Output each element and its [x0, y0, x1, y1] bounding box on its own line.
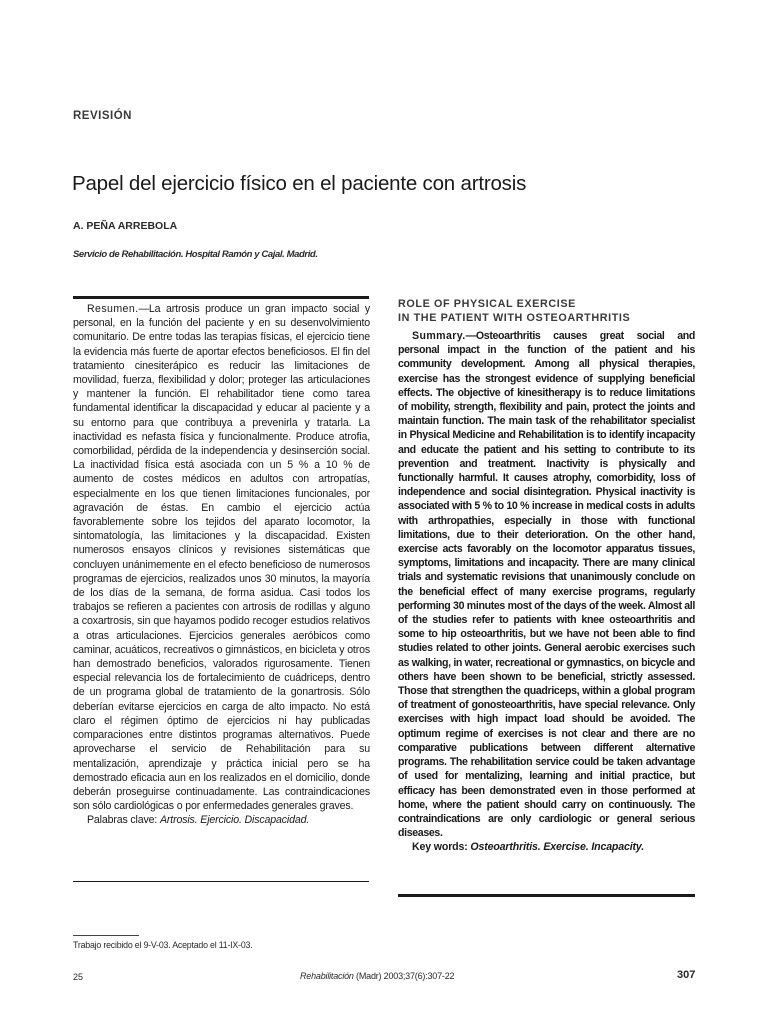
author: A. PEÑA ARREBOLA: [73, 220, 178, 232]
keywords-en-label: Key words:: [412, 841, 468, 854]
affiliation: Servicio de Rehabilitación. Hospital Ramón y Cajal. Madrid.: [73, 249, 318, 260]
abstract-bottom-rule-right: [398, 894, 695, 897]
keywords-es-label: Palabras clave:: [87, 814, 158, 827]
journal-name: Rehabilitación: [300, 971, 354, 981]
page-number-right: 307: [677, 969, 696, 981]
footnote: Trabajo recibido el 9-V-03. Aceptado el 11-IX-03.: [73, 940, 253, 950]
journal-citation: [300, 971, 454, 981]
english-title-line-2: IN THE PATIENT WITH OSTEOARTHRITIS: [398, 312, 631, 324]
journal-details: (Madr) 2003;37(6):307-22: [353, 971, 455, 981]
abstract-en-body: —Osteoarthritis causes great social and personal impact in the function of the patient and his community development. Among all physical therapies, exercise has the strongest evidence of supplying beneficial effects. The objective of kinesitherapy is to reduce limitations of mobility, strength, flexibility and pain, protect the joints and maintain function. The main task of the rehabilitator specialist in Physical Medicine and Rehabilitation is to identify incapacity and educate the patient and his setting to contribute to its prevention and treatment. Inactivity is physically and functionally harmful. It causes atrophy, comorbidity, loss of independence and social disintegration. Physical inactivity is associated with 5 % to 10 % increase in medical costs in adults with arthropathies, especially in those with functional limitations, due to their deterioration. On the other hand, exercise acts favorably on the locomotor apparatus tissues, symptoms, limitations and incapacity. There are many clinical trials and systematic revisions that unanimously conclude on the beneficial effect of many exercise programs, regularly performing 30 minutes most of the days of the week. Almost all of the studies refer to patients with knee osteoarthritis and some to hip osteoarthritis, but we have not been able to find studies related to other joints. General aerobic exercises such as walking, in water, recreational or gymnastics, on bicycle and others have been shown to be beneficial, strictly assessed. Those that strengthen the quadriceps, within a global program of treatment of gonosteoarthritis, have special relevance. Only exercises with high impact load should be avoided. The optimum regime of exercises is not clear and there are no comparative publications between different alternative programs. The rehabilitation service could be taken advantage of used for mentalizing, learning and initial practice, but efficacy has been demonstrated even in those performed at home, where the patient should carry on continuously. The contraindications are only cardiologic or general serious diseases.: [398, 330, 695, 840]
abstract-bottom-rule-left: [73, 881, 369, 882]
english-title: [398, 297, 695, 325]
keywords-en-value: Osteoarthritis. Exercise. Incapacity.: [470, 841, 645, 854]
abstract-top-rule-left: [73, 296, 369, 299]
abstract-es-paragraph: [73, 302, 370, 813]
keywords-en: [398, 840, 695, 854]
footnote-rule: [73, 935, 139, 936]
abstract-en-lead: Summary.: [412, 330, 466, 342]
page-number-left: 25: [73, 972, 84, 982]
keywords-es: [73, 813, 370, 827]
abstract-es-body: —La artrosis produce un gran impacto social y personal, en la función del paciente y en su desenvolvimiento comunitario. De entre todas las terapias físicas, el ejercicio tiene la evidencia más fuerte de aportar efectos beneficiosos. El fin del tratamiento cinesiterápico es reducir las limitaciones de movilidad, fuerza, flexibilidad y dolor; proteger las articulaciones y mantener la función. El rehabilitador tiene como tarea fundamental identificar la discapacidad y educar al paciente y a su entorno para que contribuya a prevenirla y tratarla. La inactividad es nefasta física y funcionalmente. Produce atrofia, comorbilidad, pérdida de la independencia y desinserción social. La inactividad física está asociada con un 5 % a 10 % de aumento de costes médicos en adultos con artropatías, especialmente en los que tienen limitaciones funcionales, por agravación de éstas. En cambio el ejercicio actúa favorablemente sobre los tejidos del aparato locomotor, la sintomatología, las limitaciones y la discapacidad. Existen numerosos ensayos clínicos y revisiones sistemáticas que concluyen unánimemente en el efecto beneficioso de numerosos programas de ejercicios, realizados unos 30 minutos, la mayoría de los días de la semana, de forma asidua. Casi todos los trabajos se refieren a pacientes con artrosis de rodillas y alguno a coxartrosis, sin que hayamos podido recoger estudios relativos a otras articulaciones. Ejercicios generales aeróbicos como caminar, acuáticos, recreativos o gimnásticos, en bicicleta y otros han demostrado beneficios, valorados rigurosamente. Tienen especial relevancia los de fortalecimiento de cuádriceps, dentro de un programa global de tratamiento de la gonartrosis. Sólo deberían evitarse ejercicios en carga de alto impacto. No está claro el régimen óptimo de ejercicios ni hay publicadas comparaciones entre distintos programas alternativos. Puede aprovecharse el servicio de Rehabilitación para su mentalización, aprendizaje y práctica inicial pero se ha demostrado eficacia aun en los realizados en el domicilio, donde deberán proseguirse continuadamente. Las contraindicaciones son sólo cardiológicas o por enfermedades generales graves.: [73, 303, 370, 813]
english-title-line-1: ROLE OF PHYSICAL EXERCISE: [398, 298, 576, 310]
section-label: REVISIÓN: [73, 110, 132, 122]
abstract-spanish: [73, 302, 370, 828]
article-title: Papel del ejercicio físico en el paciente con artrosis: [72, 172, 527, 195]
abstract-english: [398, 297, 695, 855]
keywords-es-value: Artrosis. Ejercicio. Discapacidad.: [159, 814, 310, 827]
abstract-en-paragraph: [398, 329, 695, 840]
abstract-es-lead: Resumen.: [87, 303, 139, 315]
